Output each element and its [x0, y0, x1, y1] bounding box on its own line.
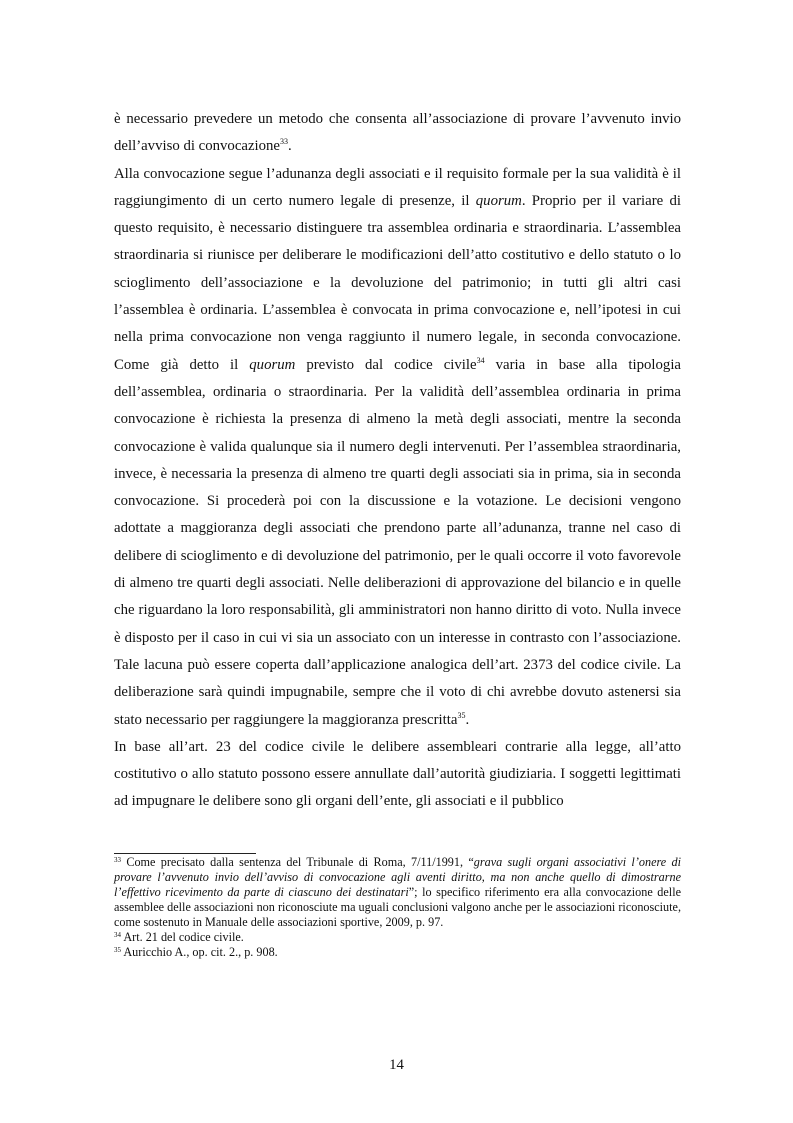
paragraph-1: è necessario prevedere un metodo che consenta all’associazione di provare l’avvenuto invio dell’avviso di convocazione$^{33}$. [114, 111, 681, 155]
body-text [114, 106, 681, 816]
footnotes [114, 855, 681, 960]
page-number: 14 [389, 1057, 404, 1073]
footnote-ref-33: 33 [280, 137, 288, 147]
footnote-separator [114, 853, 256, 854]
footnote-ref-35: 35 [457, 710, 466, 720]
paragraph-2: Alla convocazione segue l’adunanza degli associati e il requisito formale per la sua validità è il raggiungimento di un certo numero legale di presenze, il quorum. Proprio per il variare di questo requisito, è necessario distinguere tra assemblea ordinaria e straordinaria. L’assemblea straordinaria si riunisce per deliberare le modificazioni dell’atto costitutivo e dello statuto o lo scioglimento dell’associazione e la devoluzione del patrimonio; in tutti gli altri casi l’assemblea è ordinaria. L’assemblea è convocata in prima convocazione e, nell’ipotesi in cui nella prima convocazione non venga raggiunto il numero legale, in seconda convocazione. Come già detto il quorum previsto dal codice civile$^{34}$ varia in base alla tipologia dell’assemblea, ordinaria o straordinaria. Per la validità dell’assemblea ordinaria in prima convocazione è richiesta la presenza di almeno la metà degli associati, mentre la seconda convocazione è valida qualunque sia il numero degli intervenuti. Per l’assemblea straordinaria, invece, è necessaria la presenza di almeno tre quarti degli associati sia in prima, sia in seconda convocazione. Si procederà poi con la discussione e la votazione. Le decisioni vengono adottate a maggioranza degli associati che prendono parte all’adunanza, tranne nel caso di delibere di scioglimento e di devoluzione del patrimonio, per le quali occorre il voto favorevole di almeno tre quarti degli associati. Nelle deliberazioni di approvazione del bilancio e in quelle che riguardano la loro responsabilità, gli amministratori non hanno diritto di voto. Nulla invece è disposto per il caso in cui vi sia un associato con un interesse in contrasto con l’associazione. Tale lacuna può essere coperta dall’applicazione analogica dell’art. 2373 del codice civile. La deliberazione sarà quindi impugnabile, sempre che il voto di chi avrebbe dovuto astenersi sia stato necessario per raggiungere la maggioranza prescritta$^{35}$. [114, 165, 681, 728]
footnote-34: $^{34}$ Art. 21 del codice civile. [114, 930, 244, 944]
footnote-ref-34: 34 [476, 355, 485, 365]
quorum-term: quorum [475, 192, 522, 209]
footnote-33: $^{33}$ Come precisato dalla sentenza del Tribunale di Roma, 7/11/1991, “grava sugli organi associativi l’onere di provare l’avvenuto invio dell’avviso di convocazione agli aventi diritto, ma non anche quello di dimostrarne l’effettivo ricevimento da parte di ciascuno dei destinatari”; lo specifico riferimento era alla convocazione delle assemblee delle associazioni non riconosciute ma uguali conclusioni valgono anche per le associazioni riconosciute, come sostenuto in Manuale delle associazioni sportive, 2009, p. 97. [114, 855, 681, 929]
paragraph-3: In base all’art. 23 del codice civile le delibere assembleari contrarie alla legge, all’atto costitutivo o allo statuto possono essere annullate dall’autorità giudiziaria. I soggetti legittimati ad impugnare le delibere sono gli organi dell’ente, gli associati e il pubblico [114, 738, 681, 810]
footnote-35: $^{35}$ Auricchio A., op. cit. 2., p. 908. [114, 945, 278, 959]
quorum-term: quorum [249, 356, 296, 373]
